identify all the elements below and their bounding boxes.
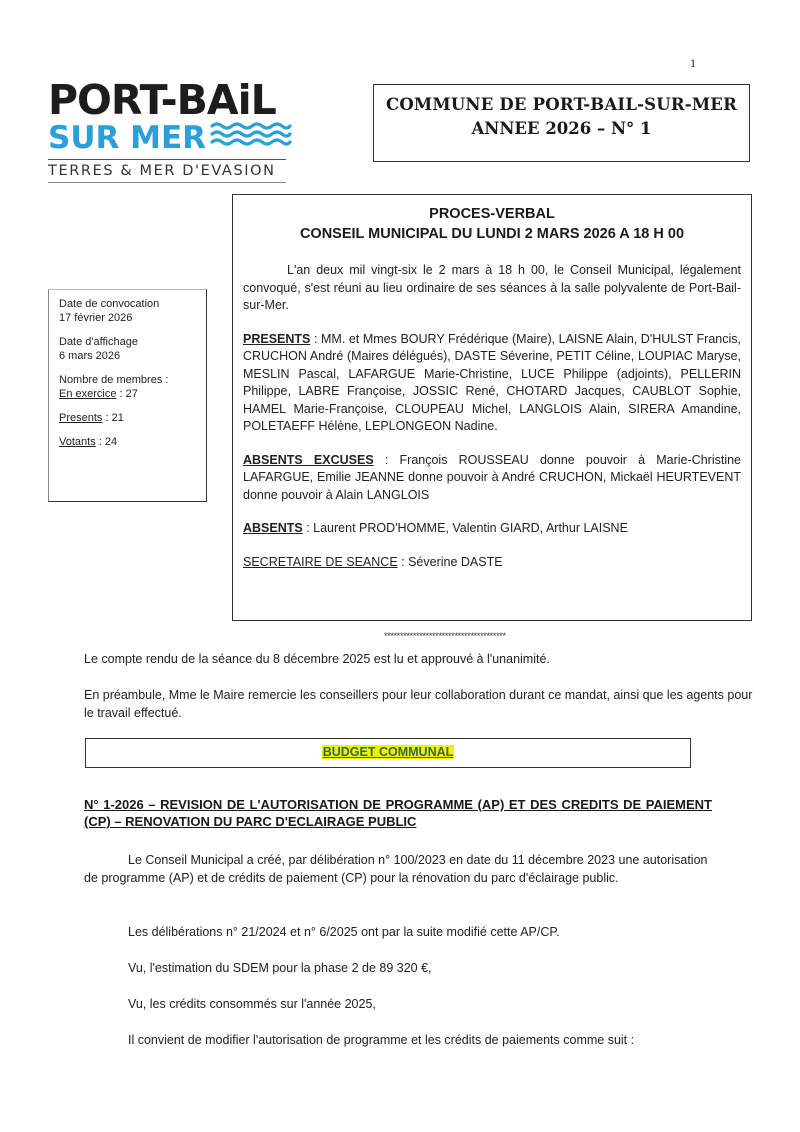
members-label: Nombre de membres : <box>59 374 169 386</box>
commune-header-box <box>373 84 750 162</box>
convocation-date: 17 février 2026 <box>59 312 133 324</box>
waves-icon <box>210 120 292 155</box>
year-number: ANNEE 2026 – N° 1 <box>471 119 652 138</box>
convocation-label: Date de convocation <box>59 298 160 310</box>
minutes-title: PROCES-VERBAL <box>429 206 555 222</box>
presents-heading: PRESENTS <box>243 331 311 346</box>
absents-heading: ABSENTS <box>243 521 303 535</box>
excuses-list: : François ROUSSEAU donne pouvoir à Marie-Christine LAFARGUE, Emilie JEANNE donne pouvoir à André CRUCHON, Mickaël HEURTEVENT donne pouvoir à Alain LANGLOIS <box>243 452 741 502</box>
presents-paragraph <box>243 331 741 436</box>
commune-title: COMMUNE DE PORT-BAIL-SUR-MER <box>386 95 737 114</box>
deliberation-paragraph-5: Il convient de modifier l'autorisation de programme et les crédits de paiements comme suit : <box>128 1033 635 1047</box>
excuses-paragraph <box>243 452 741 505</box>
logo-line-port-bail: PORT-BAiL <box>48 76 276 124</box>
exercice-label: En exercice <box>59 388 117 400</box>
separator-stars: ************************************** <box>384 631 506 641</box>
meeting-info-box <box>48 289 207 502</box>
section-heading-box <box>85 738 691 768</box>
logo-tagline: TERRES & MER D'EVASION <box>48 163 276 179</box>
preamble-paragraph: En préambule, Mme le Maire remercie les conseillers pour leur collaboration durant ce mandat, ainsi que les agents pour le travail effectué. <box>84 688 753 720</box>
section-heading: BUDGET COMMUNAL <box>322 745 454 759</box>
minutes-box <box>232 194 752 621</box>
affichage-label: Date d'affichage <box>59 336 138 348</box>
minutes-subtitle: CONSEIL MUNICIPAL DU LUNDI 2 MARS 2026 A 18 H 00 <box>299 226 685 242</box>
secretaire-name: : Séverine DASTE <box>397 554 503 569</box>
votants-label: Votants <box>59 436 96 448</box>
deliberation-paragraph-4: Vu, les crédits consommés sur l'année 2025, <box>128 997 376 1011</box>
logo-divider <box>48 159 286 160</box>
approval-paragraph: Le compte rendu de la séance du 8 décembre 2025 est lu et approuvé à l'unanimité. <box>84 652 550 666</box>
exercice-value: : 27 <box>116 388 138 400</box>
deliberation-paragraph-2: Les délibérations n° 21/2024 et n° 6/2025 ont par la suite modifié cette AP/CP. <box>128 925 560 939</box>
excuses-heading: ABSENTS EXCUSES <box>243 452 374 467</box>
affichage-date: 6 mars 2026 <box>59 350 121 362</box>
presents-value: : 21 <box>102 412 124 424</box>
logo-divider-bottom <box>48 182 286 183</box>
deliberation-paragraph-3: Vu, l'estimation du SDEM pour la phase 2 de 89 320 €, <box>128 961 432 975</box>
presents-list: : MM. et Mmes BOURY Frédérique (Maire), LAISNE Alain, D'HULST Francis, CRUCHON André (Maires délégués), DASTE Séverine, PETIT Céline, LOUPIAC Maryse, MESLIN Pascal, LAFARGUE Marie-Christine, LUCE Philippe (adjoints), PELLERIN Philippe, LABRE Françoise, JOSSIC René, CHOTARD Jacques, CAUBLOT Sophie, HAMEL Marie-Françoise, CLOUPEAU Michel, LANGLOIS Alain, SIRERA Amandine, POLETAEFF Hélène, LEPLONGEON Nadine. <box>243 331 741 433</box>
members-presents <box>59 411 196 425</box>
commune-logo <box>48 76 288 183</box>
minutes-intro: L'an deux mil vingt-six le 2 mars à 18 h 00, le Conseil Municipal, légalement convoqué, s'est réuni au lieu ordinaire de ses séances à la salle polyvalente de Port-Bail-sur-Mer. <box>243 263 741 312</box>
logo-sur-mer-text: SUR MER <box>48 119 207 156</box>
presents-label: Presents <box>59 412 103 424</box>
deliberation-paragraph-1: Le Conseil Municipal a créé, par délibération n° 100/2023 en date du 11 décembre 2023 une autorisation de programme (AP) et de crédits de paiement (CP) pour la rénovation du parc d'éclairage public. <box>84 853 708 885</box>
page-number: 1 <box>690 56 696 70</box>
members-exercice <box>59 387 196 401</box>
secretaire-heading: SECRETAIRE DE SEANCE <box>243 554 398 569</box>
secretaire-paragraph <box>243 554 741 572</box>
absents-paragraph <box>243 520 741 538</box>
members-votants <box>59 435 196 449</box>
absents-list: : Laurent PROD'HOMME, Valentin GIARD, Arthur LAISNE <box>302 521 628 535</box>
deliberation-title: N° 1-2026 – REVISION DE L'AUTORISATION DE PROGRAMME (AP) ET DES CREDITS DE PAIEMENT (CP) – RENOVATION DU PARC D'ECLAIRAGE PUBLIC <box>84 797 712 829</box>
logo-line-sur-mer <box>48 120 288 155</box>
votants-value: : 24 <box>95 436 118 448</box>
